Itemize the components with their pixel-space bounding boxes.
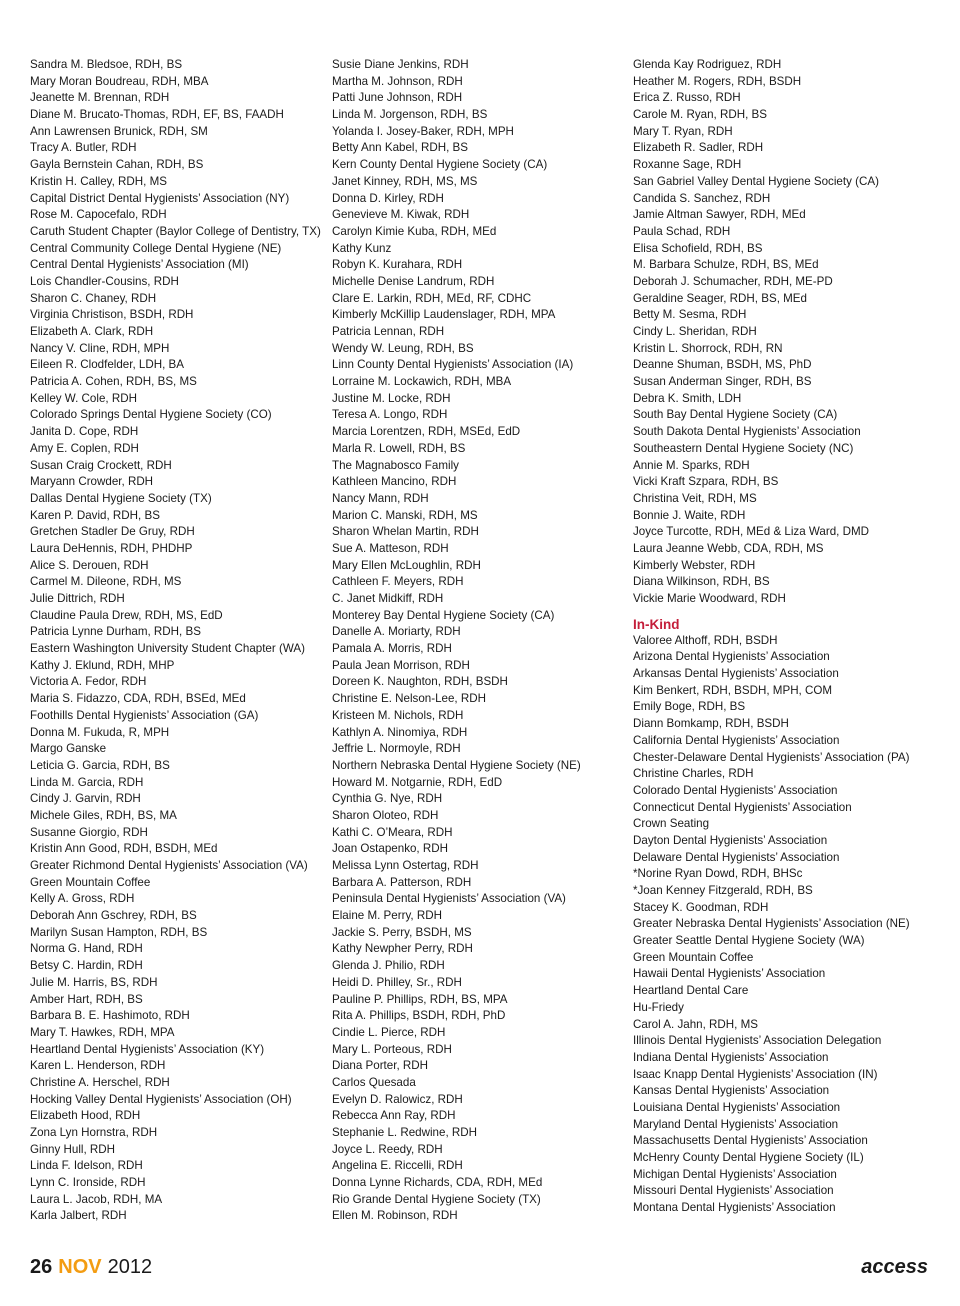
donor-name: Eileen R. Clodfelder, LDH, BA <box>30 358 185 372</box>
donor-name: Karla Jalbert, RDH <box>30 1209 127 1223</box>
donor-name: Bonnie J. Waite, RDH <box>633 508 746 522</box>
donor-name: Amber Hart, RDH, BS <box>30 992 143 1006</box>
donor-name: Victoria A. Fedor, RDH <box>30 675 147 689</box>
donor-name: Heather M. Rogers, RDH, BSDH <box>633 74 802 88</box>
donor-list-continued <box>633 57 943 608</box>
donor-name: Howard M. Notgarnie, RDH, EdD <box>332 775 503 789</box>
donor-name: Elizabeth A. Clark, RDH <box>30 325 154 338</box>
donor-name: Genevieve M. Kiwak, RDH <box>332 208 470 222</box>
donor-name: Maryland Dental Hygienists’ Association <box>633 1117 839 1131</box>
donor-name: Tracy A. Butler, RDH <box>30 141 137 155</box>
donor-name: Joan Ostapenko, RDH <box>332 842 448 856</box>
donor-name: Pauline P. Phillips, RDH, BS, MPA <box>332 992 508 1006</box>
donor-name: Lois Chandler-Cousins, RDH <box>30 274 179 288</box>
donor-name: Susan Anderman Singer, RDH, BS <box>633 375 812 389</box>
donor-name: Illinois Dental Hygienists’ Association Delegation <box>633 1034 882 1048</box>
donor-name: Valoree Althoff, RDH, BSDH <box>633 633 778 647</box>
donor-name: Missouri Dental Hygienists’ Association <box>633 1184 834 1198</box>
donor-name: Mary T. Ryan, RDH <box>633 124 733 138</box>
donor-name: Julie Dittrich, RDH <box>30 592 125 605</box>
donor-name: Mary T. Hawkes, RDH, MPA <box>30 1025 175 1039</box>
donor-name: Kathlyn A. Ninomiya, RDH <box>332 725 468 739</box>
donor-name: Vickie Marie Woodward, RDH <box>633 592 786 605</box>
donor-name: Nancy Mann, RDH <box>332 491 429 505</box>
donor-name: Janita D. Cope, RDH <box>30 425 139 439</box>
donor-name: Sharon Whelan Martin, RDH <box>332 525 479 539</box>
donor-name: Glenda Kay Rodriguez, RDH <box>633 58 782 71</box>
donor-name: *Joan Kenney Fitzgerald, RDH, BS <box>633 884 813 897</box>
issue-month: NOV <box>58 1256 102 1278</box>
donor-name: Ellen M. Robinson, RDH <box>332 1209 458 1223</box>
donor-name: *Norine Ryan Dowd, RDH, BHSc <box>633 867 803 881</box>
donor-name: Deborah J. Schumacher, RDH, ME-PD <box>633 274 833 288</box>
donor-name: Linda M. Garcia, RDH <box>30 775 144 789</box>
page-footer <box>30 1256 928 1284</box>
publication-name: access <box>861 1256 928 1278</box>
donor-name: Arizona Dental Hygienists’ Association <box>633 650 830 664</box>
donor-name: Amy E. Coplen, RDH <box>30 441 139 455</box>
donor-name: Jeanette M. Brennan, RDH <box>30 91 170 105</box>
donor-name: Virginia Christison, BSDH, RDH <box>30 308 194 322</box>
donor-name: Hu-Friedy <box>633 1000 684 1014</box>
donor-name: Evelyn D. Ralowicz, RDH <box>332 1092 463 1106</box>
donor-name: Barbara A. Patterson, RDH <box>332 875 472 889</box>
donor-name: Sandra M. Bledsoe, RDH, BS <box>30 58 183 71</box>
donor-name: Donna D. Kirley, RDH <box>332 191 444 205</box>
donor-name: Rose M. Capocefalo, RDH <box>30 208 167 222</box>
donor-name: Green Mountain Coffee <box>633 950 754 964</box>
donor-name: Colorado Springs Dental Hygiene Society (CO) <box>30 408 272 422</box>
donor-name: Lynn C. Ironside, RDH <box>30 1176 146 1190</box>
donor-name: Lorraine M. Lockawich, RDH, MBA <box>332 375 512 389</box>
donor-name: South Bay Dental Hygiene Society (CA) <box>633 408 838 422</box>
donor-column-3 <box>633 57 943 1217</box>
donor-name: Capital District Dental Hygienists’ Association (NY) <box>30 191 290 205</box>
donor-name: Rita A. Phillips, BSDH, RDH, PhD <box>332 1009 506 1023</box>
donor-name: San Gabriel Valley Dental Hygiene Society (CA) <box>633 174 879 188</box>
donor-name: Heidi D. Philley, Sr., RDH <box>332 975 462 989</box>
donor-name: Ginny Hull, RDH <box>30 1142 116 1156</box>
donor-name: Eastern Washington University Student Chapter (WA) <box>30 642 305 656</box>
donor-name: Zona Lyn Hornstra, RDH <box>30 1126 158 1139</box>
donor-name: Joyce Turcotte, RDH, MEd & Liza Ward, DMD <box>633 525 870 539</box>
donor-name: Carolyn Kimie Kuba, RDH, MEd <box>332 224 497 238</box>
donor-name: Janet Kinney, RDH, MS, MS <box>332 174 478 188</box>
donor-name: M. Barbara Schulze, RDH, BS, MEd <box>633 258 819 272</box>
donor-name: Kristeen M. Nichols, RDH <box>332 708 464 722</box>
donor-name: Isaac Knapp Dental Hygienists’ Association (IN) <box>633 1067 878 1081</box>
donor-name: Angelina E. Riccelli, RDH <box>332 1159 463 1173</box>
donor-name: Arkansas Dental Hygienists’ Association <box>633 667 839 681</box>
donor-name: Robyn K. Kurahara, RDH <box>332 258 463 272</box>
donor-name: Kathi C. O’Meara, RDH <box>332 825 453 839</box>
donor-name: Melissa Lynn Ostertag, RDH <box>332 859 479 872</box>
donor-name: Julie M. Harris, BS, RDH <box>30 975 158 989</box>
donor-name: Gretchen Stadler De Gruy, RDH <box>30 525 195 539</box>
donor-name: Massachusetts Dental Hygienists’ Association <box>633 1134 868 1148</box>
donor-name: Caruth Student Chapter (Baylor College of Dentistry, TX) <box>30 224 321 238</box>
donor-name: Sue A. Matteson, RDH <box>332 541 449 555</box>
donor-name: Michele Giles, RDH, BS, MA <box>30 808 177 822</box>
donor-name: Teresa A. Longo, RDH <box>332 408 448 422</box>
donor-columns <box>30 57 940 1232</box>
donor-column-2 <box>332 57 632 1225</box>
donor-name: Carole M. Ryan, RDH, BS <box>633 108 768 122</box>
donor-name: Michelle Denise Landrum, RDH <box>332 274 495 288</box>
donor-name: Mary L. Porteous, RDH <box>332 1042 452 1056</box>
donor-name: Indiana Dental Hygienists’ Association <box>633 1050 829 1064</box>
donor-name: Christine E. Nelson-Lee, RDH <box>332 692 486 706</box>
donor-name: Kelley W. Cole, RDH <box>30 391 137 405</box>
donor-name: Crown Seating <box>633 817 710 831</box>
donor-name: Rebecca Ann Ray, RDH <box>332 1109 456 1123</box>
donor-name: Susanne Giorgio, RDH <box>30 825 148 839</box>
donor-name: Kathleen Mancino, RDH <box>332 475 457 489</box>
donor-name: Kristin L. Shorrock, RDH, RN <box>633 341 783 355</box>
donor-name: Dayton Dental Hygienists’ Association <box>633 833 828 847</box>
donor-name: Gayla Bernstein Cahan, RDH, BS <box>30 158 204 172</box>
donor-name: Susie Diane Jenkins, RDH <box>332 58 469 71</box>
donor-column-1 <box>30 57 330 1225</box>
donor-name: Cindy J. Garvin, RDH <box>30 792 141 806</box>
donor-name: Kansas Dental Hygienists’ Association <box>633 1084 830 1098</box>
donor-name: The Magnabosco Family <box>332 458 459 472</box>
donor-name: Candida S. Sanchez, RDH <box>633 191 771 205</box>
donor-name: Delaware Dental Hygienists’ Association <box>633 850 840 864</box>
donor-name: Cindie L. Pierce, RDH <box>332 1025 446 1039</box>
donor-name: Foothills Dental Hygienists’ Association (GA) <box>30 708 259 722</box>
donor-name: Carmel M. Dileone, RDH, MS <box>30 575 182 589</box>
donor-name: Marla R. Lowell, RDH, BS <box>332 441 466 455</box>
donor-name: Carlos Quesada <box>332 1075 416 1089</box>
donor-name: Monterey Bay Dental Hygiene Society (CA) <box>332 608 555 622</box>
donor-name: Doreen K. Naughton, RDH, BSDH <box>332 675 508 689</box>
donor-name: Connecticut Dental Hygienists’ Association <box>633 800 852 814</box>
donor-name: Elisa Schofield, RDH, BS <box>633 241 763 255</box>
donor-name: Marion C. Manski, RDH, MS <box>332 508 478 522</box>
donor-name: Glenda J. Philio, RDH <box>332 959 445 973</box>
donor-name: Kimberly McKillip Laudenslager, RDH, MPA <box>332 308 556 322</box>
donor-name: Michigan Dental Hygienists’ Association <box>633 1167 837 1181</box>
donor-name: Cindy L. Sheridan, RDH <box>633 325 757 338</box>
issue-year: 2012 <box>107 1256 153 1278</box>
donor-name: Kathy Kunz <box>332 241 392 255</box>
donor-name: Dallas Dental Hygiene Society (TX) <box>30 491 212 505</box>
donor-name: Norma G. Hand, RDH <box>30 942 143 956</box>
donor-name: Diane M. Brucato-Thomas, RDH, EF, BS, FAADH <box>30 108 284 122</box>
donor-name: Justine M. Locke, RDH <box>332 391 451 405</box>
donor-name: Linda M. Jorgenson, RDH, BS <box>332 108 488 122</box>
donor-name: Vicki Kraft Szpara, RDH, BS <box>633 475 779 489</box>
donor-name: Danelle A. Moriarty, RDH <box>332 625 461 639</box>
donor-name: Northern Nebraska Dental Hygiene Society (NE) <box>332 758 581 772</box>
donor-name: Rio Grande Dental Hygiene Society (TX) <box>332 1192 541 1206</box>
donor-name: Deanne Shuman, BSDH, MS, PhD <box>633 358 812 372</box>
donor-name: Margo Ganske <box>30 742 107 756</box>
donor-name: Kimberly Webster, RDH <box>633 558 756 572</box>
donor-name: Sharon C. Chaney, RDH <box>30 291 157 305</box>
donor-name: Patti June Johnson, RDH <box>332 91 463 105</box>
donor-name: Joyce L. Reedy, RDH <box>332 1142 443 1156</box>
donor-name: Marcia Lorentzen, RDH, MSEd, EdD <box>332 425 521 439</box>
donor-name: Donna M. Fukuda, R, MPH <box>30 725 170 739</box>
donor-name: Jeffrie L. Normoyle, RDH <box>332 742 461 756</box>
donor-name: Mary Ellen McLoughlin, RDH <box>332 558 481 572</box>
donor-name: Peninsula Dental Hygienists’ Association (VA) <box>332 892 566 906</box>
donor-name: Cathleen F. Meyers, RDH <box>332 575 464 589</box>
donor-name: Diana Porter, RDH <box>332 1059 429 1073</box>
donor-name: Erica Z. Russo, RDH <box>633 91 741 105</box>
donor-name: Kathy Newpher Perry, RDH <box>332 942 473 956</box>
page-number: 26 <box>30 1256 53 1278</box>
donor-name: Nancy V. Cline, RDH, MPH <box>30 341 170 355</box>
donor-name: Betsy C. Hardin, RDH <box>30 959 143 973</box>
donor-name: McHenry County Dental Hygiene Society (IL) <box>633 1151 864 1164</box>
donor-name: Pamala A. Morris, RDH <box>332 642 452 656</box>
donor-name: Hocking Valley Dental Hygienists’ Association (OH) <box>30 1092 292 1106</box>
donor-name: Patricia Lennan, RDH <box>332 325 445 338</box>
donor-name: Jamie Altman Sawyer, RDH, MEd <box>633 208 806 222</box>
donor-name: Christine A. Herschel, RDH <box>30 1075 170 1089</box>
donor-name: Elaine M. Perry, RDH <box>332 909 442 923</box>
donor-name: Laura DeHennis, RDH, PHDHP <box>30 541 193 555</box>
donor-name: Susan Craig Crockett, RDH <box>30 458 172 472</box>
donor-name: Southeastern Dental Hygiene Society (NC) <box>633 441 854 455</box>
donor-name: Kathy J. Eklund, RDH, MHP <box>30 658 175 672</box>
donor-name: Donna Lynne Richards, CDA, RDH, MEd <box>332 1176 543 1190</box>
donor-name: Karen L. Henderson, RDH <box>30 1059 166 1073</box>
donor-name: Marilyn Susan Hampton, RDH, BS <box>30 925 208 939</box>
donor-name: Emily Boge, RDH, BS <box>633 700 746 714</box>
donor-name: Betty M. Sesma, RDH <box>633 308 747 322</box>
donor-name: Central Dental Hygienists’ Association (MI) <box>30 258 249 272</box>
donor-name: Alice S. Derouen, RDH <box>30 558 149 572</box>
donor-name: Hawaii Dental Hygienists’ Association <box>633 967 826 981</box>
donor-name: Deborah Ann Gschrey, RDH, BS <box>30 909 197 923</box>
donor-name: Roxanne Sage, RDH <box>633 158 742 172</box>
donor-name: Louisiana Dental Hygienists’ Association <box>633 1100 841 1114</box>
donor-name: Diann Bomkamp, RDH, BSDH <box>633 717 789 731</box>
donor-name: Kim Benkert, RDH, BSDH, MPH, COM <box>633 683 833 697</box>
donor-name: Mary Moran Boudreau, RDH, MBA <box>30 74 209 88</box>
donor-name: Jackie S. Perry, BSDH, MS <box>332 925 472 939</box>
donor-name: Diana Wilkinson, RDH, BS <box>633 575 770 589</box>
donor-name: Linn County Dental Hygienists’ Association (IA) <box>332 358 574 372</box>
donor-name: California Dental Hygienists’ Association <box>633 733 840 747</box>
donor-name: Maryann Crowder, RDH <box>30 475 154 489</box>
donor-name: Greater Richmond Dental Hygienists’ Association (VA) <box>30 859 308 872</box>
donor-name: Sharon Oloteo, RDH <box>332 808 439 822</box>
donor-name: Martha M. Johnson, RDH <box>332 74 463 88</box>
donor-name: Laura Jeanne Webb, CDA, RDH, MS <box>633 541 824 555</box>
donor-name: Claudine Paula Drew, RDH, MS, EdD <box>30 608 223 622</box>
donor-name: Leticia G. Garcia, RDH, BS <box>30 758 170 772</box>
donor-name: Karen P. David, RDH, BS <box>30 508 160 522</box>
donor-name: C. Janet Midkiff, RDH <box>332 592 444 605</box>
donor-name: Paula Jean Morrison, RDH <box>332 658 470 672</box>
donor-name: Paula Schad, RDH <box>633 224 731 238</box>
donor-name: Green Mountain Coffee <box>30 875 151 889</box>
donor-name: Yolanda I. Josey-Baker, RDH, MPH <box>332 124 514 138</box>
donor-name: Laura L. Jacob, RDH, MA <box>30 1192 163 1206</box>
donor-name: Ann Lawrensen Brunick, RDH, SM <box>30 124 208 138</box>
donor-name: Debra K. Smith, LDH <box>633 391 742 405</box>
donor-name: Maria S. Fidazzo, CDA, RDH, BSEd, MEd <box>30 692 246 706</box>
donor-name: Stephanie L. Redwine, RDH <box>332 1126 478 1139</box>
donor-name: Heartland Dental Hygienists’ Association (KY) <box>30 1042 265 1056</box>
donor-name: Betty Ann Kabel, RDH, BS <box>332 141 468 155</box>
donor-name: Geraldine Seager, RDH, BS, MEd <box>633 291 807 305</box>
donor-name: Patricia A. Cohen, RDH, BS, MS <box>30 375 197 389</box>
donor-name: Colorado Dental Hygienists’ Association <box>633 783 838 797</box>
donor-name: Patricia Lynne Durham, RDH, BS <box>30 625 201 639</box>
donor-name: Clare E. Larkin, RDH, MEd, RF, CDHC <box>332 291 532 305</box>
inkind-heading: In-Kind <box>633 616 680 632</box>
donor-name: Montana Dental Hygienists’ Association <box>633 1201 836 1215</box>
donor-name: Elizabeth Hood, RDH <box>30 1109 141 1123</box>
inkind-list <box>633 633 943 1217</box>
donor-name: Elizabeth R. Sadler, RDH <box>633 141 764 155</box>
donor-name: Greater Nebraska Dental Hygienists’ Association (NE) <box>633 917 910 931</box>
donor-name: Kristin H. Calley, RDH, MS <box>30 174 167 188</box>
donor-name: Cynthia G. Nye, RDH <box>332 792 443 806</box>
footer-folio <box>30 1256 152 1279</box>
donor-name: Wendy W. Leung, RDH, BS <box>332 341 474 355</box>
donor-name: Carol A. Jahn, RDH, MS <box>633 1017 758 1031</box>
donor-name: Heartland Dental Care <box>633 984 749 998</box>
donor-name: Christina Veit, RDH, MS <box>633 491 757 505</box>
donor-name: Kristin Ann Good, RDH, BSDH, MEd <box>30 842 218 856</box>
donor-name: Barbara B. E. Hashimoto, RDH <box>30 1009 190 1023</box>
donor-name: Chester-Delaware Dental Hygienists’ Association (PA) <box>633 750 910 764</box>
donor-name: Kelly A. Gross, RDH <box>30 892 135 906</box>
donor-name: Christine Charles, RDH <box>633 767 754 781</box>
donor-name: South Dakota Dental Hygienists’ Association <box>633 425 861 439</box>
donor-name: Central Community College Dental Hygiene (NE) <box>30 241 282 255</box>
donor-name: Greater Seattle Dental Hygiene Society (WA) <box>633 934 865 948</box>
donor-name: Annie M. Sparks, RDH <box>633 458 750 472</box>
donor-name: Stacey K. Goodman, RDH <box>633 900 769 914</box>
donor-name: Kern County Dental Hygiene Society (CA) <box>332 158 548 172</box>
donor-name: Linda F. Idelson, RDH <box>30 1159 143 1173</box>
